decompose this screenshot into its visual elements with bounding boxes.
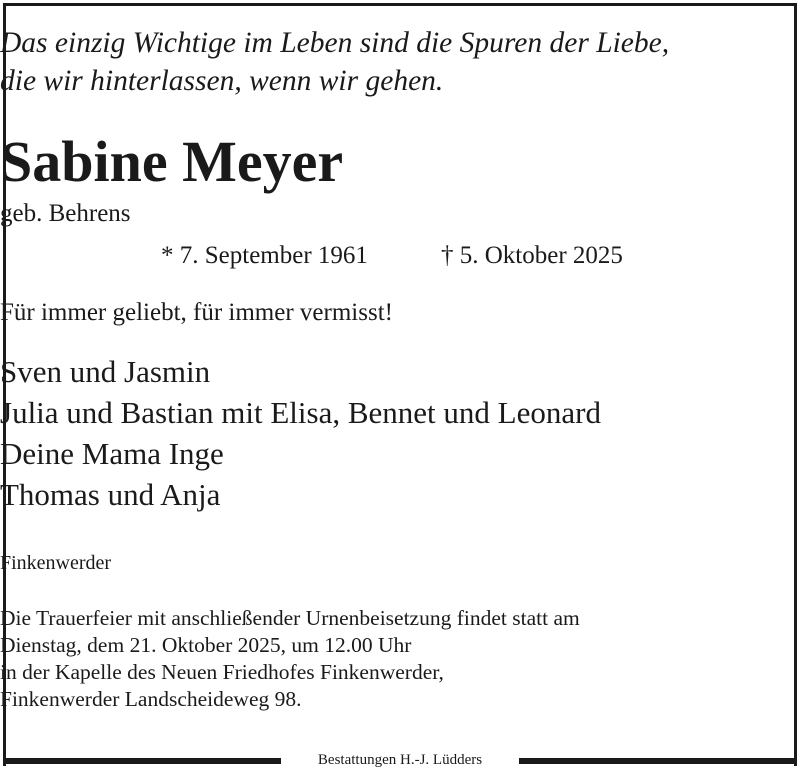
death-date: † 5. Oktober 2025 [441,242,623,269]
motto-line-2: die wir hinterlassen, wenn wir gehen. [0,65,444,97]
service-line-3: in der Kapelle des Neuen Friedhofes Finkenwerder, [0,660,444,684]
mourner-line: Julia und Bastian mit Elisa, Bennet und Leonard [0,395,601,430]
service-line-2: Dienstag, dem 21. Oktober 2025, um 12.00 Uhr [0,633,412,657]
service-line-1: Die Trauerfeier mit anschließender Urnenbeisetzung findet statt am [0,606,580,630]
deceased-name: Sabine Meyer [0,129,344,194]
mourners-list [0,351,800,515]
farewell-line: Für immer geliebt, für immer vermisst! [0,299,393,326]
service-line-4: Finkenwerder Landscheideweg 98. [0,687,302,711]
mourner-line: Thomas und Anja [0,477,221,512]
mourner-line: Sven und Jasmin [0,354,211,389]
footer-rule-right [519,758,797,764]
footer [3,750,797,770]
place-name: Finkenwerder [0,552,112,574]
motto-quote [0,24,800,100]
mourner-line: Deine Mama Inge [0,436,224,471]
undertaker-label: Bestattungen H.-J. Lüdders [317,752,483,768]
motto-line-1: Das einzig Wichtige im Leben sind die Spuren der Liebe, [0,27,670,59]
birth-date: * 7. September 1961 [161,242,368,269]
service-info [0,605,800,713]
born-name: geb. Behrens [0,200,131,227]
